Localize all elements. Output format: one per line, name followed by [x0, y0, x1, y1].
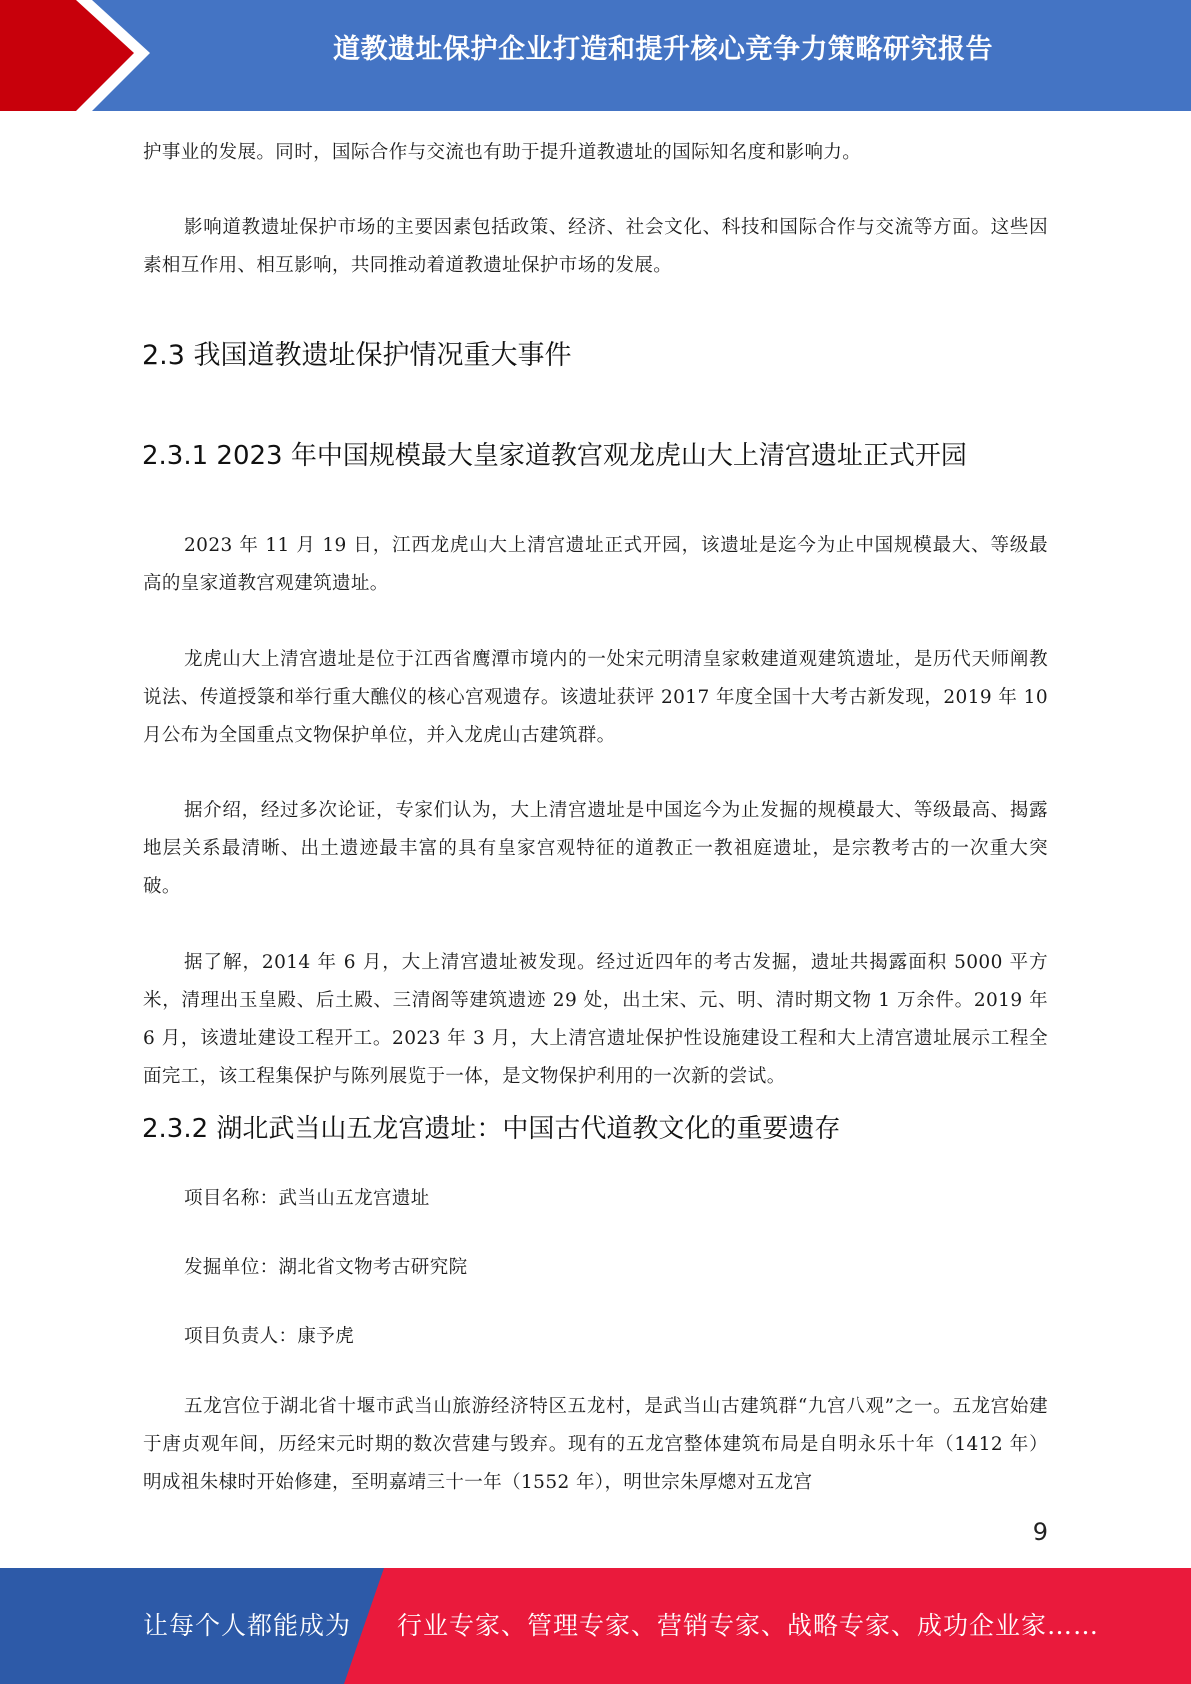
- page-footer: [0, 1568, 1191, 1684]
- excavation-history-paragraph: 据了解，2014 年 6 月，大上清宫遗址被发现。经过近四年的考古发掘，遗址共揭露面积 5000 平方米，清理出玉皇殿、后土殿、三清阁等建筑遗迹 29 处，出土宋、元、明、清时期文物 1 万余件。2019 年 6 月，该遗址建设工程开工。2023 年 3 月，大上清宫遗址保护性设施建设工程和大上清宫遗址展示工程全面完工，该工程集保护与陈列展览于一体，是文物保护利用的一次新的尝试。: [143, 952, 1048, 1087]
- expert-assessment-paragraph: 据介绍，经过多次论证，专家们认为，大上清宫遗址是中国迄今为止发掘的规模最大、等级最高、揭露地层关系最清晰、出土遗迹最丰富的具有皇家宫观特征的道教正一教祖庭遗址，是宗教考古的一次重大突破。: [143, 800, 1048, 897]
- page-number: 9: [1032, 1518, 1048, 1546]
- opening-paragraph: 2023 年 11 月 19 日，江西龙虎山大上清宫遗址正式开园，该遗址是迄今为止中国规模最大、等级最高的皇家道教宫观建筑遗址。: [143, 535, 1048, 594]
- page-header: [0, 0, 1191, 111]
- project-lead-field: 项目负责人：康予虎: [184, 1326, 355, 1347]
- site-description-paragraph: 龙虎山大上清宫遗址是位于江西省鹰潭市境内的一处宋元明清皇家敕建道观建筑遗址，是历代天师阐教说法、传道授箓和举行重大醮仪的核心宫观遗存。该遗址获评 2017 年度全国十大考古新发现，2019 年 10 月公布为全国重点文物保护单位，并入龙虎山古建筑群。: [143, 649, 1048, 746]
- wulong-palace-paragraph: 五龙宫位于湖北省十堰市武当山旅游经济特区五龙村，是武当山古建筑群“九宫八观”之一。五龙宫始建于唐贞观年间，历经宋元时期的数次营建与毁弃。现有的五龙宫整体建筑布局是自明永乐十年（1412 年）明成祖朱棣时开始修建，至明嘉靖三十一年（1552 年），明世宗朱厚熜对五龙宫: [143, 1396, 1048, 1493]
- section-heading-2-3: 2.3 我国道教遗址保护情况重大事件: [142, 340, 572, 371]
- project-name-field: 项目名称：武当山五龙宫遗址: [184, 1188, 430, 1209]
- section-heading-2-3-1: 2.3.1 2023 年中国规模最大皇家道教宫观龙虎山大上清宫遗址正式开园: [142, 441, 967, 471]
- section-heading-2-3-2: 2.3.2 湖北武当山五龙宫遗址：中国古代道教文化的重要遗存: [142, 1114, 841, 1144]
- footer-slogan-right: 行业专家、管理专家、营销专家、战略专家、成功企业家……: [397, 1611, 1100, 1640]
- report-title: 道教遗址保护企业打造和提升核心竞争力策略研究报告: [333, 34, 993, 65]
- intro-paragraph: 护事业的发展。同时，国际合作与交流也有助于提升道教遗址的国际知名度和影响力。: [143, 142, 862, 163]
- footer-slogan-left: 让每个人都能成为: [143, 1611, 352, 1640]
- factors-paragraph: 影响道教遗址保护市场的主要因素包括政策、经济、社会文化、科技和国际合作与交流等方面。这些因素相互作用、相互影响，共同推动着道教遗址保护市场的发展。: [143, 217, 1048, 276]
- excavation-unit-field: 发掘单位：湖北省文物考古研究院: [184, 1257, 468, 1278]
